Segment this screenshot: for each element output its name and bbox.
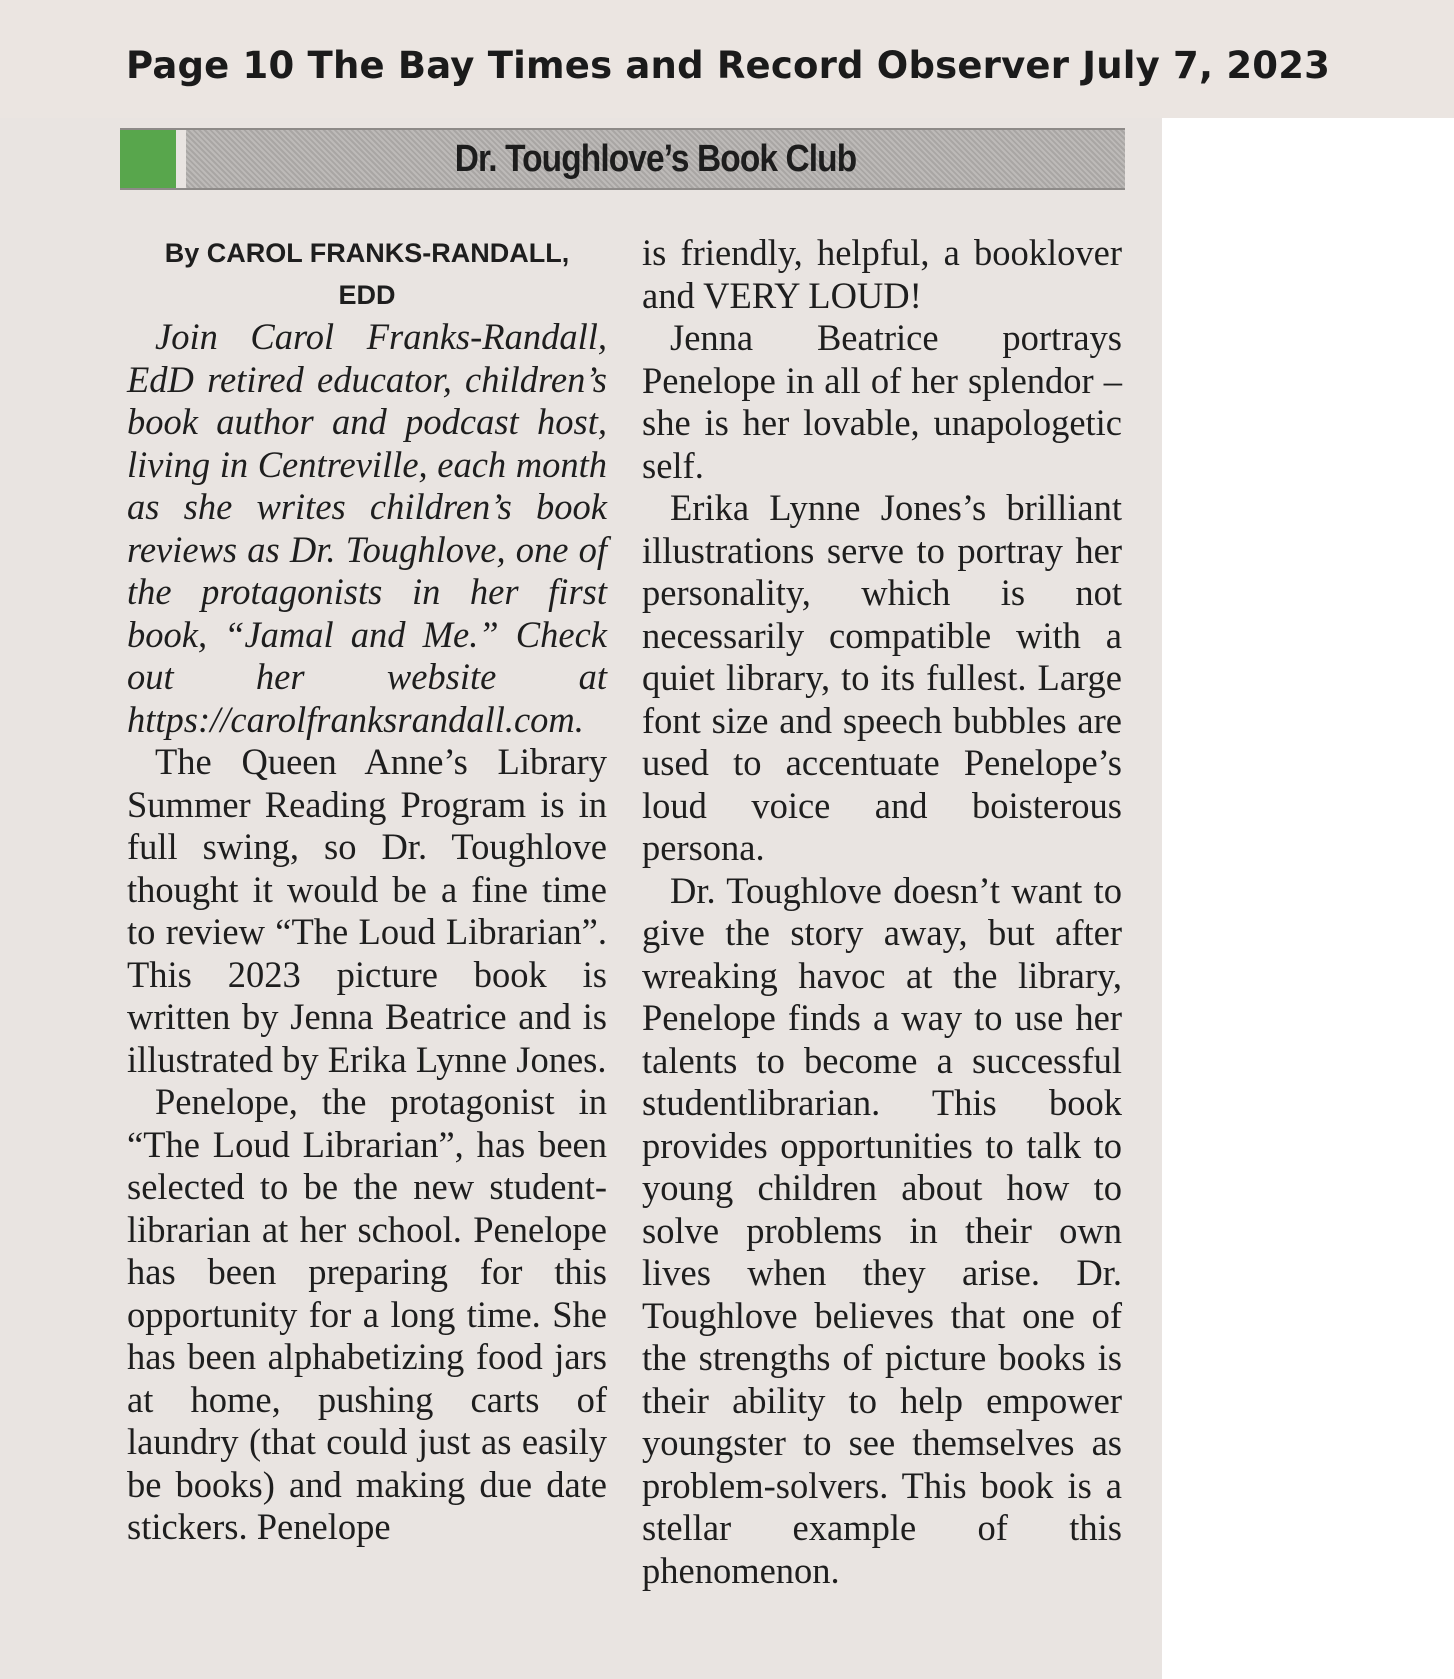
article-column-left — [127, 232, 607, 1549]
column-banner — [120, 128, 1125, 190]
banner-accent-block — [120, 130, 176, 188]
page-header: Page 10 The Bay Times and Record Observer July 7, 2023 — [126, 44, 1331, 87]
blank-margin — [1162, 118, 1454, 1679]
author-intro: Join Carol Franks-Randall, EdD retired educator, children’s book author and podcast host, living in Centreville, each month as she writes children’s book reviews as Dr. Toughlove, one of the protagonists in her first book, “Jamal and Me.” Check out her website at https://carolfranksrandall.com. — [127, 316, 607, 740]
article-paragraph: Jenna Beatrice portrays Penelope in all of her splendor – she is her lovable, unapologetic self. — [642, 317, 1122, 486]
byline-degree: EDD — [338, 280, 396, 310]
byline-name: By CAROL FRANKS-RANDALL, — [164, 238, 570, 268]
article-paragraph: is friendly, helpful, a booklover and VERY LOUD! — [642, 232, 1122, 316]
article-paragraph: Dr. Toughlove doesn’t want to give the story away, but after wreaking havoc at the library, Penelope finds a way to use her talents to become a successful studentlibrarian. This book provides opportunities to talk to young children about how to solve problems in their own lives when they arise. Dr. Toughlove believes that one of the strengths of picture books is their ability to help empower youngster to see themselves as problem-solvers. This book is a stellar example of this phenomenon. — [642, 869, 1122, 1591]
byline — [127, 232, 607, 316]
banner-divider — [176, 130, 186, 188]
column-title: Dr. Toughlove’s Book Club — [454, 138, 857, 180]
article-paragraph: The Queen Anne’s Library Summer Reading Program is in full swing, so Dr. Toughlove thought it would be a fine time to review “The Loud Librarian”. This 2023 picture book is written by Jenna Beatrice and is illustrated by Erika Lynne Jones. — [127, 741, 607, 1080]
article-column-right — [642, 232, 1122, 1592]
article-paragraph: Penelope, the protagonist in “The Loud Librarian”, has been selected to be the new student- librarian at her school. Penelope has been preparing for this opportunity for a long time. She has been alphabetizing food jars at home, pushing carts of laundry (that could just as easily be books) and making due date stickers. Penelope — [127, 1081, 607, 1547]
article-paragraph: Erika Lynne Jones’s brilliant illustrations serve to portray her personality, which is not necessarily compatible with a quiet library, to its fullest. Large font size and speech bubbles are used to accentuate Penelope’s loud voice and boisterous persona. — [642, 487, 1122, 868]
